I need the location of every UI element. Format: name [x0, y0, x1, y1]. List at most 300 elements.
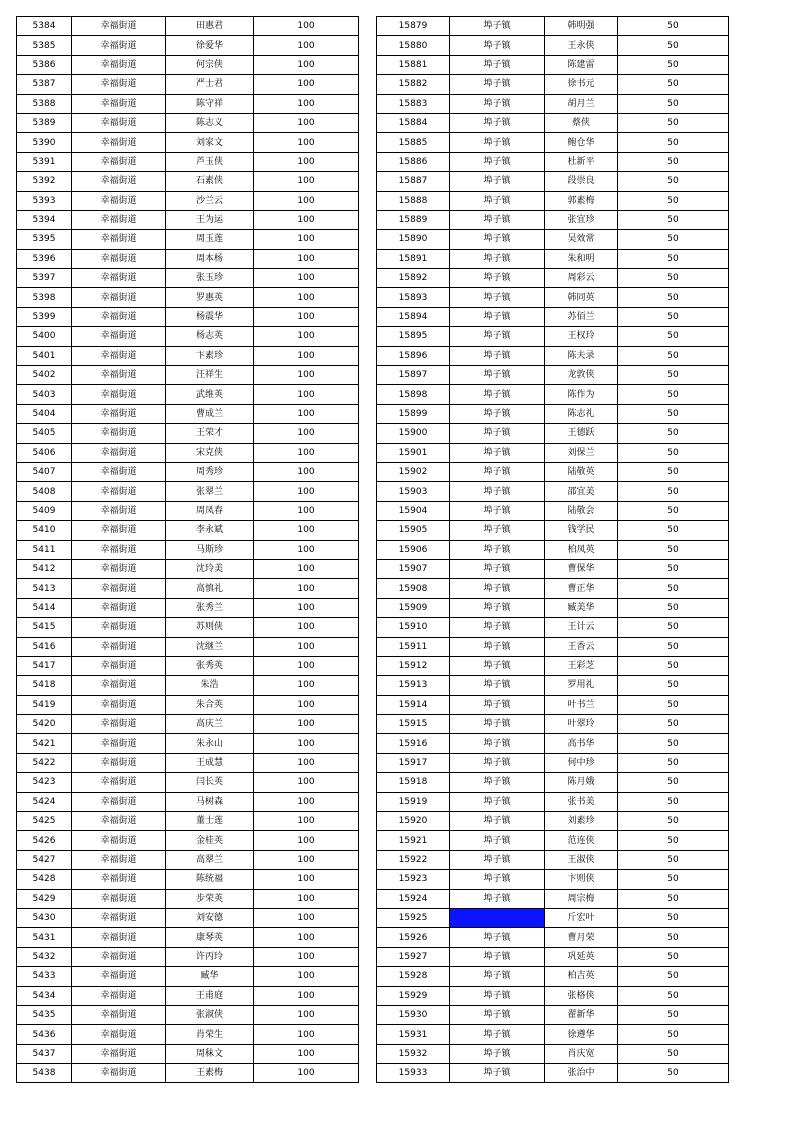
name-cell: 韩同英 [545, 288, 618, 307]
row-number-cell: 5427 [17, 850, 72, 869]
name-cell: 王权玲 [545, 327, 618, 346]
amount-cell: 50 [618, 831, 729, 850]
table-row [17, 152, 359, 171]
table-row [377, 831, 729, 850]
amount-cell: 100 [254, 598, 359, 617]
row-number-cell: 5400 [17, 327, 72, 346]
row-number-cell: 15922 [377, 850, 450, 869]
district-cell: 幸福街道 [72, 618, 166, 637]
district-cell: 埠子镇 [450, 1025, 545, 1044]
amount-cell: 50 [618, 908, 729, 927]
row-number-cell: 15889 [377, 210, 450, 229]
row-number-cell: 5390 [17, 133, 72, 152]
table-row [377, 307, 729, 326]
name-cell: 臧美华 [545, 598, 618, 617]
table-row [17, 618, 359, 637]
name-cell: 杨志英 [166, 327, 254, 346]
district-cell: 幸福街道 [72, 889, 166, 908]
amount-cell: 100 [254, 55, 359, 74]
district-cell: 幸福街道 [72, 385, 166, 404]
table-row [377, 967, 729, 986]
amount-cell: 50 [618, 462, 729, 481]
district-cell: 埠子镇 [450, 715, 545, 734]
district-cell: 幸福街道 [72, 404, 166, 423]
amount-cell: 100 [254, 249, 359, 268]
district-cell: 埠子镇 [450, 113, 545, 132]
amount-cell: 50 [618, 269, 729, 288]
table-row [17, 269, 359, 288]
row-number-cell: 5431 [17, 928, 72, 947]
row-number-cell: 15884 [377, 113, 450, 132]
row-number-cell: 5411 [17, 540, 72, 559]
amount-cell: 100 [254, 695, 359, 714]
name-cell: 巩延英 [545, 947, 618, 966]
name-cell: 杨震华 [166, 307, 254, 326]
amount-cell: 50 [618, 172, 729, 191]
amount-cell: 100 [254, 656, 359, 675]
district-cell: 幸福街道 [72, 1005, 166, 1024]
district-cell: 埠子镇 [450, 36, 545, 55]
amount-cell: 50 [618, 443, 729, 462]
district-cell: 埠子镇 [450, 94, 545, 113]
row-number-cell: 15910 [377, 618, 450, 637]
table-row [377, 715, 729, 734]
amount-cell: 100 [254, 967, 359, 986]
name-cell: 柏吉英 [545, 967, 618, 986]
amount-cell: 100 [254, 152, 359, 171]
amount-cell: 100 [254, 307, 359, 326]
name-cell: 陈志义 [166, 113, 254, 132]
amount-cell: 50 [618, 734, 729, 753]
amount-cell: 50 [618, 327, 729, 346]
name-cell: 朱合英 [166, 695, 254, 714]
name-cell: 王彩芝 [545, 656, 618, 675]
table-row [17, 462, 359, 481]
table-row [377, 1064, 729, 1083]
name-cell: 周凤春 [166, 501, 254, 520]
amount-cell: 100 [254, 521, 359, 540]
amount-cell: 100 [254, 559, 359, 578]
name-cell: 徐爱华 [166, 36, 254, 55]
amount-cell: 100 [254, 230, 359, 249]
district-cell: 埠子镇 [450, 773, 545, 792]
table-row [377, 734, 729, 753]
row-number-cell: 5435 [17, 1005, 72, 1024]
amount-cell: 100 [254, 17, 359, 36]
amount-cell: 50 [618, 676, 729, 695]
amount-cell: 50 [618, 210, 729, 229]
name-cell: 何宗侠 [166, 55, 254, 74]
row-number-cell: 15894 [377, 307, 450, 326]
name-cell: 刘家文 [166, 133, 254, 152]
table-row [377, 346, 729, 365]
row-number-cell: 15882 [377, 75, 450, 94]
district-cell: 幸福街道 [72, 1044, 166, 1063]
name-cell: 肖庆宽 [545, 1044, 618, 1063]
row-number-cell: 15905 [377, 521, 450, 540]
district-cell: 埠子镇 [450, 986, 545, 1005]
district-cell: 幸福街道 [72, 812, 166, 831]
row-number-cell: 5398 [17, 288, 72, 307]
district-cell: 埠子镇 [450, 307, 545, 326]
name-cell: 钱学民 [545, 521, 618, 540]
row-number-cell: 15886 [377, 152, 450, 171]
row-number-cell: 5399 [17, 307, 72, 326]
amount-cell: 50 [618, 656, 729, 675]
row-number-cell: 15931 [377, 1025, 450, 1044]
name-cell: 张秀兰 [166, 598, 254, 617]
district-cell: 幸福街道 [72, 715, 166, 734]
table-row [377, 637, 729, 656]
table-row [17, 792, 359, 811]
name-cell: 张格侠 [545, 986, 618, 1005]
table-row [377, 559, 729, 578]
amount-cell: 50 [618, 947, 729, 966]
table-row [17, 695, 359, 714]
amount-cell: 100 [254, 908, 359, 927]
name-cell: 刘安德 [166, 908, 254, 927]
district-cell: 埠子镇 [450, 598, 545, 617]
table-row [17, 133, 359, 152]
row-number-cell: 5416 [17, 637, 72, 656]
table-row [17, 773, 359, 792]
amount-cell: 50 [618, 424, 729, 443]
row-number-cell: 5396 [17, 249, 72, 268]
amount-cell: 100 [254, 346, 359, 365]
amount-cell: 50 [618, 598, 729, 617]
amount-cell: 50 [618, 928, 729, 947]
district-cell: 埠子镇 [450, 889, 545, 908]
name-cell: 陈作为 [545, 385, 618, 404]
row-number-cell: 5386 [17, 55, 72, 74]
table-row [377, 210, 729, 229]
name-cell: 周本杨 [166, 249, 254, 268]
table-row [377, 172, 729, 191]
amount-cell: 50 [618, 75, 729, 94]
table-row [377, 404, 729, 423]
name-cell: 沈玲美 [166, 559, 254, 578]
name-cell: 周彩云 [545, 269, 618, 288]
row-number-cell: 15883 [377, 94, 450, 113]
name-cell: 王永侠 [545, 36, 618, 55]
amount-cell: 50 [618, 1025, 729, 1044]
name-cell: 张治中 [545, 1064, 618, 1083]
amount-cell: 50 [618, 1005, 729, 1024]
amount-cell: 100 [254, 540, 359, 559]
table-row [17, 210, 359, 229]
district-cell: 埠子镇 [450, 249, 545, 268]
amount-cell: 50 [618, 618, 729, 637]
name-cell: 郭素梅 [545, 191, 618, 210]
row-number-cell: 15916 [377, 734, 450, 753]
district-cell: 埠子镇 [450, 346, 545, 365]
name-cell: 许丙玲 [166, 947, 254, 966]
table-row [17, 249, 359, 268]
district-cell: 埠子镇 [450, 618, 545, 637]
table-row [17, 715, 359, 734]
table-row [377, 676, 729, 695]
name-cell: 高书华 [545, 734, 618, 753]
amount-cell: 100 [254, 1044, 359, 1063]
table-row [377, 36, 729, 55]
district-cell: 幸福街道 [72, 55, 166, 74]
amount-cell: 100 [254, 404, 359, 423]
district-cell: 幸福街道 [72, 1064, 166, 1083]
district-cell: 埠子镇 [450, 191, 545, 210]
amount-cell: 100 [254, 424, 359, 443]
table-row [377, 908, 729, 927]
row-number-cell: 15901 [377, 443, 450, 462]
amount-cell: 50 [618, 55, 729, 74]
row-number-cell: 5402 [17, 366, 72, 385]
name-cell: 陈统福 [166, 870, 254, 889]
row-number-cell: 5410 [17, 521, 72, 540]
table-row [377, 133, 729, 152]
district-cell: 埠子镇 [450, 230, 545, 249]
name-cell: 张宜珍 [545, 210, 618, 229]
table-row [377, 443, 729, 462]
row-number-cell: 5432 [17, 947, 72, 966]
amount-cell: 100 [254, 75, 359, 94]
table-row [377, 230, 729, 249]
table-row [17, 327, 359, 346]
district-cell: 埠子镇 [450, 482, 545, 501]
table-row [17, 366, 359, 385]
district-cell: 幸福街道 [72, 870, 166, 889]
row-number-cell: 5412 [17, 559, 72, 578]
table-row [377, 889, 729, 908]
table-row [17, 579, 359, 598]
row-number-cell: 5430 [17, 908, 72, 927]
amount-cell: 100 [254, 792, 359, 811]
table-row [377, 850, 729, 869]
table-row [377, 269, 729, 288]
district-cell: 埠子镇 [450, 1005, 545, 1024]
name-cell: 杜新平 [545, 152, 618, 171]
district-cell: 埠子镇 [450, 908, 545, 927]
district-cell: 幸福街道 [72, 579, 166, 598]
amount-cell: 100 [254, 113, 359, 132]
district-cell: 幸福街道 [72, 521, 166, 540]
district-cell: 幸福街道 [72, 133, 166, 152]
district-cell: 幸福街道 [72, 928, 166, 947]
name-cell: 吴效常 [545, 230, 618, 249]
table-row [17, 191, 359, 210]
name-cell: 陈月娥 [545, 773, 618, 792]
district-cell: 幸福街道 [72, 986, 166, 1005]
roster-table-right [376, 16, 729, 1083]
amount-cell: 100 [254, 773, 359, 792]
row-number-cell: 5403 [17, 385, 72, 404]
name-cell: 王计云 [545, 618, 618, 637]
row-number-cell: 15892 [377, 269, 450, 288]
name-cell: 曹成兰 [166, 404, 254, 423]
row-number-cell: 5391 [17, 152, 72, 171]
name-cell: 严士君 [166, 75, 254, 94]
row-number-cell: 5413 [17, 579, 72, 598]
district-cell: 幸福街道 [72, 598, 166, 617]
name-cell: 陈志礼 [545, 404, 618, 423]
row-number-cell: 15885 [377, 133, 450, 152]
row-number-cell: 5437 [17, 1044, 72, 1063]
name-cell: 朱和明 [545, 249, 618, 268]
district-cell: 幸福街道 [72, 501, 166, 520]
row-number-cell: 15893 [377, 288, 450, 307]
table-row [377, 385, 729, 404]
district-cell: 埠子镇 [450, 1044, 545, 1063]
row-number-cell: 5414 [17, 598, 72, 617]
district-cell: 幸福街道 [72, 676, 166, 695]
name-cell: 石素侠 [166, 172, 254, 191]
row-number-cell: 5405 [17, 424, 72, 443]
district-cell: 埠子镇 [450, 695, 545, 714]
district-cell: 幸福街道 [72, 307, 166, 326]
amount-cell: 100 [254, 462, 359, 481]
district-cell: 幸福街道 [72, 462, 166, 481]
district-cell: 埠子镇 [450, 676, 545, 695]
row-number-cell: 5425 [17, 812, 72, 831]
name-cell: 翟新华 [545, 1005, 618, 1024]
name-cell: 康琴英 [166, 928, 254, 947]
table-row [17, 812, 359, 831]
district-cell: 幸福街道 [72, 540, 166, 559]
name-cell: 鲍仓华 [545, 133, 618, 152]
row-number-cell: 5394 [17, 210, 72, 229]
district-cell: 幸福街道 [72, 36, 166, 55]
table-row [17, 346, 359, 365]
amount-cell: 50 [618, 850, 729, 869]
amount-cell: 50 [618, 889, 729, 908]
district-cell: 埠子镇 [450, 269, 545, 288]
table-row [377, 753, 729, 772]
name-cell: 高翠兰 [166, 850, 254, 869]
amount-cell: 100 [254, 94, 359, 113]
row-number-cell: 15896 [377, 346, 450, 365]
table-row [17, 676, 359, 695]
district-cell: 埠子镇 [450, 947, 545, 966]
amount-cell: 50 [618, 559, 729, 578]
name-cell: 斤宏叶 [545, 908, 618, 927]
name-cell: 胡月兰 [545, 94, 618, 113]
table-row [17, 889, 359, 908]
row-number-cell: 5436 [17, 1025, 72, 1044]
name-cell: 龙敦侠 [545, 366, 618, 385]
name-cell: 罗用礼 [545, 676, 618, 695]
district-cell: 埠子镇 [450, 133, 545, 152]
name-cell: 刘保兰 [545, 443, 618, 462]
row-number-cell: 15924 [377, 889, 450, 908]
name-cell: 徐遵华 [545, 1025, 618, 1044]
table-row [17, 734, 359, 753]
district-cell: 幸福街道 [72, 346, 166, 365]
row-number-cell: 5424 [17, 792, 72, 811]
name-cell: 陆敬会 [545, 501, 618, 520]
table-row [17, 501, 359, 520]
name-cell: 周玉莲 [166, 230, 254, 249]
amount-cell: 100 [254, 482, 359, 501]
table-row [17, 637, 359, 656]
row-number-cell: 15887 [377, 172, 450, 191]
row-number-cell: 15918 [377, 773, 450, 792]
name-cell: 叶翠玲 [545, 715, 618, 734]
table-row [17, 521, 359, 540]
row-number-cell: 15930 [377, 1005, 450, 1024]
amount-cell: 50 [618, 521, 729, 540]
row-number-cell: 15897 [377, 366, 450, 385]
district-cell: 幸福街道 [72, 753, 166, 772]
name-cell: 张书美 [545, 792, 618, 811]
amount-cell: 100 [254, 889, 359, 908]
district-cell: 埠子镇 [450, 870, 545, 889]
amount-cell: 50 [618, 307, 729, 326]
district-cell: 幸福街道 [72, 443, 166, 462]
name-cell: 朱永山 [166, 734, 254, 753]
table-row [377, 94, 729, 113]
district-cell: 幸福街道 [72, 482, 166, 501]
row-number-cell: 15907 [377, 559, 450, 578]
table-row [17, 831, 359, 850]
amount-cell: 50 [618, 404, 729, 423]
row-number-cell: 5389 [17, 113, 72, 132]
name-cell: 高慎礼 [166, 579, 254, 598]
name-cell: 沈继兰 [166, 637, 254, 656]
amount-cell: 100 [254, 385, 359, 404]
amount-cell: 100 [254, 501, 359, 520]
name-cell: 汪祥生 [166, 366, 254, 385]
row-number-cell: 5418 [17, 676, 72, 695]
name-cell: 何中珍 [545, 753, 618, 772]
district-cell: 埠子镇 [450, 734, 545, 753]
row-number-cell: 5406 [17, 443, 72, 462]
table-row [17, 288, 359, 307]
name-cell: 卞素珍 [166, 346, 254, 365]
district-cell: 幸福街道 [72, 17, 166, 36]
amount-cell: 50 [618, 870, 729, 889]
table-row [377, 598, 729, 617]
row-number-cell: 15921 [377, 831, 450, 850]
amount-cell: 50 [618, 753, 729, 772]
district-cell: 幸福街道 [72, 831, 166, 850]
row-number-cell: 5385 [17, 36, 72, 55]
name-cell: 王为运 [166, 210, 254, 229]
row-number-cell: 15903 [377, 482, 450, 501]
row-number-cell: 15890 [377, 230, 450, 249]
table-row [17, 385, 359, 404]
district-cell: 埠子镇 [450, 424, 545, 443]
amount-cell: 50 [618, 366, 729, 385]
name-cell: 陈建雷 [545, 55, 618, 74]
amount-cell: 100 [254, 210, 359, 229]
name-cell: 芦玉侠 [166, 152, 254, 171]
name-cell: 段崇良 [545, 172, 618, 191]
name-cell: 王淑侠 [545, 850, 618, 869]
table-row [17, 908, 359, 927]
amount-cell: 50 [618, 812, 729, 831]
amount-cell: 50 [618, 385, 729, 404]
district-cell: 埠子镇 [450, 1064, 545, 1083]
row-number-cell: 15912 [377, 656, 450, 675]
table-row [17, 1005, 359, 1024]
row-number-cell: 15927 [377, 947, 450, 966]
row-number-cell: 5422 [17, 753, 72, 772]
amount-cell: 100 [254, 36, 359, 55]
district-cell: 埠子镇 [450, 152, 545, 171]
amount-cell: 50 [618, 191, 729, 210]
table-row [17, 94, 359, 113]
district-cell: 埠子镇 [450, 404, 545, 423]
row-number-cell: 5419 [17, 695, 72, 714]
table-row [377, 792, 729, 811]
